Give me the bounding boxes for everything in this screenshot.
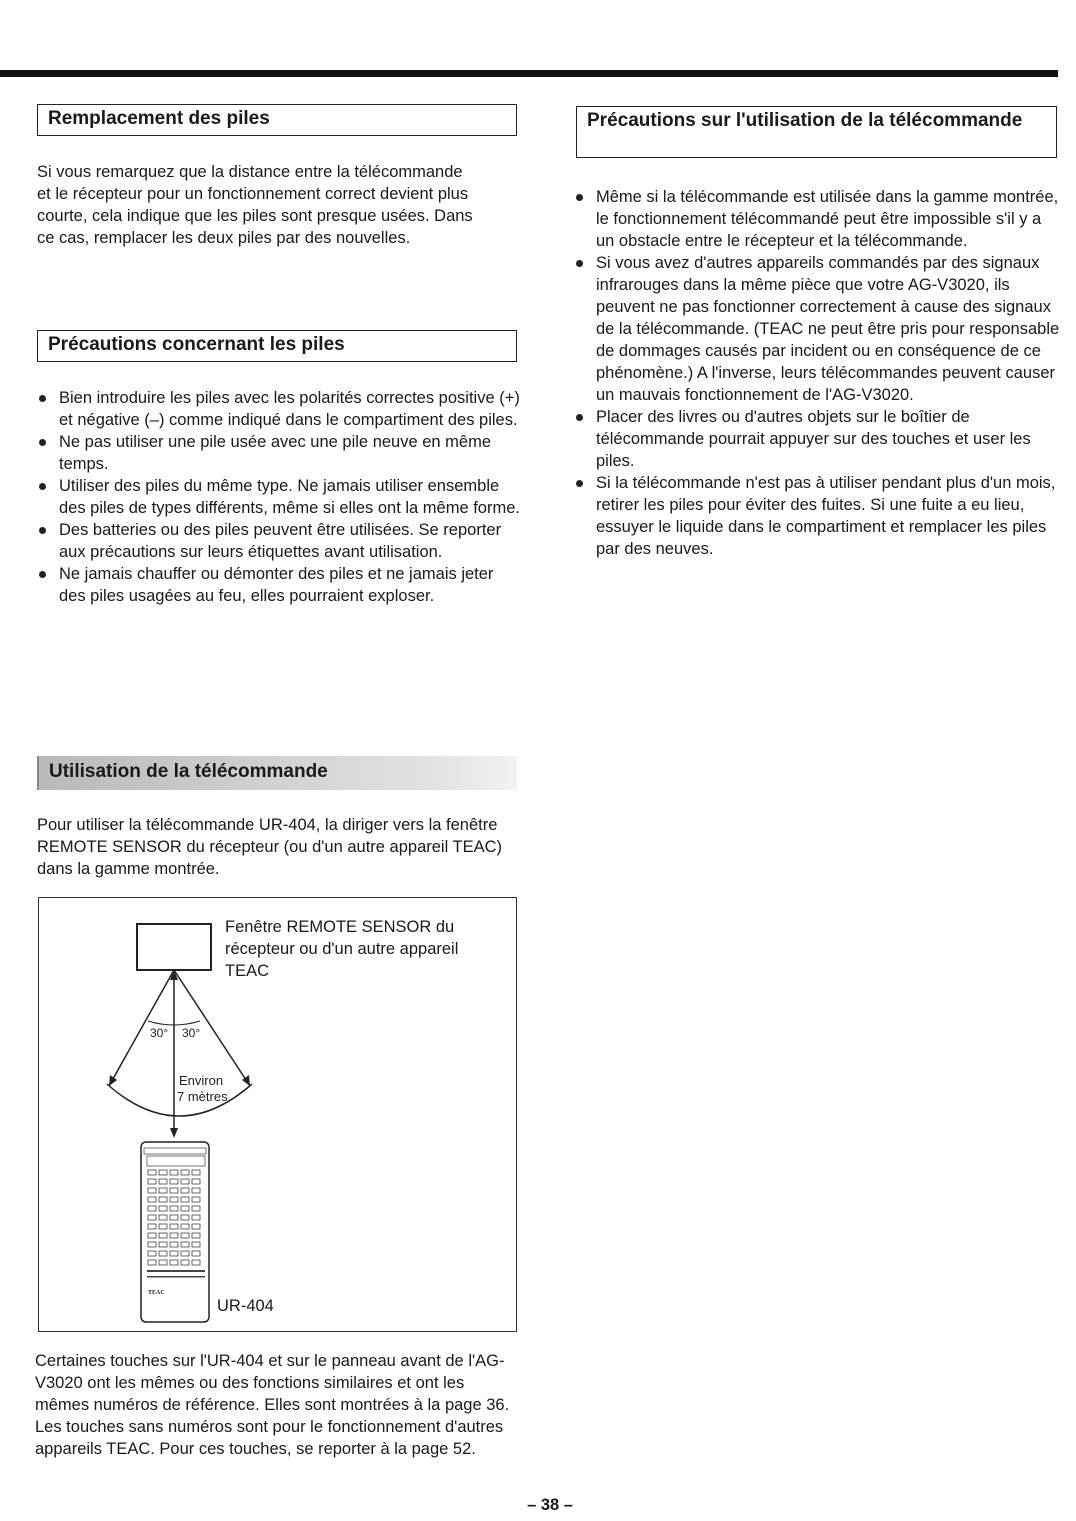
distance-label-2: 7 mètres	[177, 1089, 228, 1104]
heading-battery-precautions: Précautions concernant les piles	[37, 330, 517, 362]
list-item: Ne pas utiliser une pile usée avec une pile neuve en même temps.	[37, 431, 521, 475]
list-item: Utiliser des piles du même type. Ne jamais utiliser ensemble des piles de types différents, même si elles ont la même forme.	[37, 475, 521, 519]
list-item: Placer des livres ou d'autres objets sur le boîtier de télécommande pourrait appuyer sur des touches et user les piles.	[574, 406, 1060, 472]
remote-range-figure	[38, 897, 517, 1332]
battery-replacement-text: Si vous remarquez que la distance entre la télécommande et le récepteur pour un fonctionnement correct devient plus courte, cela indique que les piles sont presque usées. Dans ce cas, remplacer les deux piles par des nouvelles.	[37, 163, 473, 247]
angle-right-label: 30°	[182, 1026, 201, 1040]
heading-remote-precautions: Précautions sur l'utilisation de la télécommande	[576, 106, 1057, 158]
list-item: Si vous avez d'autres appareils commandés par des signaux infrarouges dans la même pièce que votre AG-V3020, ils peuvent ne pas fonctionner correctement à cause des signaux de la télécommande. (TEAC ne peut être pris pour responsable de dommages causés par incident ou en conséquence de ce phénomène.) A l'inverse, leurs télécommandes peuvent causer un mauvais fonctionnement de l'AG-V3020.	[574, 252, 1060, 406]
page-number: – 38 –	[527, 1496, 573, 1514]
battery-precautions-list	[37, 387, 521, 607]
remote-usage-text: Pour utiliser la télécommande UR-404, la diriger vers la fenêtre REMOTE SENSOR du récepteur (ou d'un autre appareil TEAC) dans la gamme montrée.	[37, 816, 503, 878]
arrow-left	[109, 1075, 117, 1086]
remote-control-illustration	[141, 1142, 209, 1322]
list-item: Bien introduire les piles avec les polarités correctes positive (+) et négative (–) comme indiqué dans le compartiment des piles.	[37, 387, 521, 431]
top-rule	[0, 70, 1058, 77]
heading-battery-replacement: Remplacement des piles	[37, 104, 517, 136]
remote-brand-logo: TEAC	[148, 1290, 165, 1296]
remote-model-label: UR-404	[217, 1297, 274, 1315]
list-item: Même si la télécommande est utilisée dans la gamme montrée, le fonctionnement télécommandé peut être impossible s'il y a un obstacle entre le récepteur et la télécommande.	[574, 186, 1060, 252]
list-item: Ne jamais chauffer ou démonter des piles et ne jamais jeter des piles usagées au feu, elles pourraient exploser.	[37, 563, 521, 607]
sensor-window	[137, 924, 211, 970]
heading-remote-usage: Utilisation de la télécommande	[37, 756, 517, 790]
remote-precautions-list	[574, 186, 1060, 560]
distance-label-1: Environ	[179, 1073, 224, 1088]
sensor-label: Fenêtre REMOTE SENSOR du récepteur ou d'un autre appareil TEAC	[225, 918, 459, 980]
angle-left-label: 30°	[150, 1026, 169, 1040]
closing-text: Certaines touches sur l'UR-404 et sur le panneau avant de l'AG-V3020 ont les mêmes ou des fonctions similaires et ont les mêmes numéros de référence. Elles sont montrées à la page 36. Les touches sans numéros sont pour le fonctionnement d'autres appareils TEAC. Pour ces touches, se reporter à la page 52.	[35, 1352, 510, 1458]
arrow-down	[170, 1128, 178, 1138]
list-item: Des batteries ou des piles peuvent être utilisées. Se reporter aux précautions sur leurs étiquettes avant utilisation.	[37, 519, 521, 563]
list-item: Si la télécommande n'est pas à utiliser pendant plus d'un mois, retirer les piles pour éviter des fuites. Si une fuite a eu lieu, essuyer le liquide dans le compartiment et remplacer les piles par des neuves.	[574, 472, 1060, 560]
